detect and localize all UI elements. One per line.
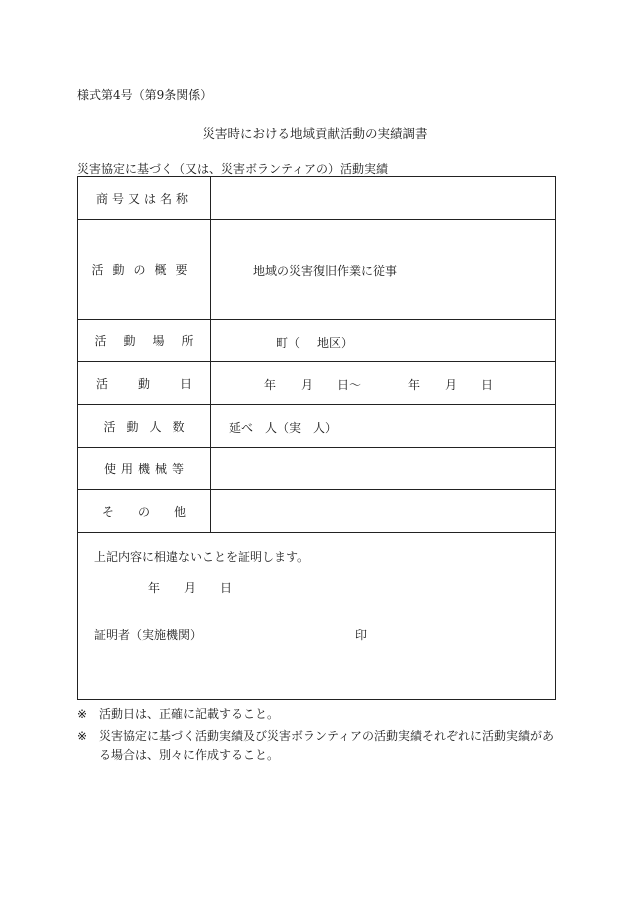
- row-machinery: [78, 448, 555, 490]
- note-1-text: 活動日は、正確に記載すること。: [99, 707, 280, 721]
- certifier-label: 証明者（実施機関）: [94, 628, 203, 642]
- activity-people-field[interactable]: [211, 405, 555, 447]
- other-field[interactable]: [211, 490, 555, 532]
- label-cell: [78, 220, 211, 319]
- label-cell: [78, 490, 211, 532]
- note-2-text-cont: る場合は、別々に作成すること。: [99, 748, 280, 762]
- row-activity-people: [78, 405, 555, 448]
- company-name-label: 商号又は名称: [95, 191, 192, 206]
- cert-day[interactable]: 日: [220, 581, 233, 595]
- label-cell: [78, 362, 222, 404]
- label-cell: [78, 320, 211, 361]
- company-name-field[interactable]: [211, 177, 555, 219]
- row-activity-summary: [78, 220, 555, 320]
- activity-people-value: 延べ 人（実 人）: [229, 421, 338, 435]
- label-cell: [78, 405, 211, 447]
- other-label: その他: [101, 504, 210, 519]
- certification-block: [78, 533, 555, 699]
- seal-mark: 印: [355, 628, 368, 642]
- machinery-field[interactable]: [211, 448, 555, 489]
- note-2-continued: [99, 746, 279, 763]
- row-company-name: [78, 177, 555, 220]
- date-end-month: 月: [445, 378, 458, 392]
- date-end-year: 年: [408, 378, 421, 392]
- activity-record-table: [77, 176, 556, 700]
- cert-year[interactable]: 年: [148, 581, 161, 595]
- note-2-text: 災害協定に基づく活動実績及び災害ボランティアの活動実績それぞれに活動実績があ: [99, 729, 555, 743]
- activity-people-label: 活動人数: [103, 419, 196, 434]
- table-caption: 災害協定に基づく（又は、災害ボランティアの）活動実績: [77, 162, 389, 176]
- activity-location-field[interactable]: [211, 320, 555, 361]
- certification-statement: 上記内容に相違ないことを証明します。: [94, 550, 310, 564]
- label-cell: [78, 448, 211, 489]
- row-other: [78, 490, 555, 533]
- note-mark: ※: [77, 729, 88, 743]
- note-1: [77, 705, 279, 722]
- form-number: 様式第4号（第9条関係）: [77, 88, 213, 102]
- document-title: 災害時における地域貢献活動の実績調書: [202, 126, 428, 141]
- date-start-month: 月: [301, 378, 314, 392]
- cert-month[interactable]: 月: [184, 581, 197, 595]
- date-start-day: 日～: [337, 378, 362, 392]
- note-mark: ※: [77, 707, 88, 721]
- activity-date-field[interactable]: [211, 362, 555, 404]
- location-district-text: 地区）: [317, 336, 354, 350]
- label-cell: [78, 177, 211, 219]
- date-end-day: 日: [481, 378, 494, 392]
- row-activity-date: [78, 362, 555, 405]
- activity-summary-field[interactable]: [211, 220, 555, 319]
- location-town-text: 町（: [276, 336, 301, 350]
- machinery-label: 使用機械等: [103, 462, 189, 476]
- activity-date-label: 活動日: [95, 376, 222, 391]
- activity-location-label: 活動場所: [94, 334, 211, 348]
- activity-summary-label: 活動の概要: [91, 263, 197, 277]
- date-start-year: 年: [264, 378, 277, 392]
- activity-summary-value: 地域の災害復旧作業に従事: [253, 264, 398, 278]
- row-activity-location: [78, 320, 555, 362]
- note-2: [77, 727, 554, 744]
